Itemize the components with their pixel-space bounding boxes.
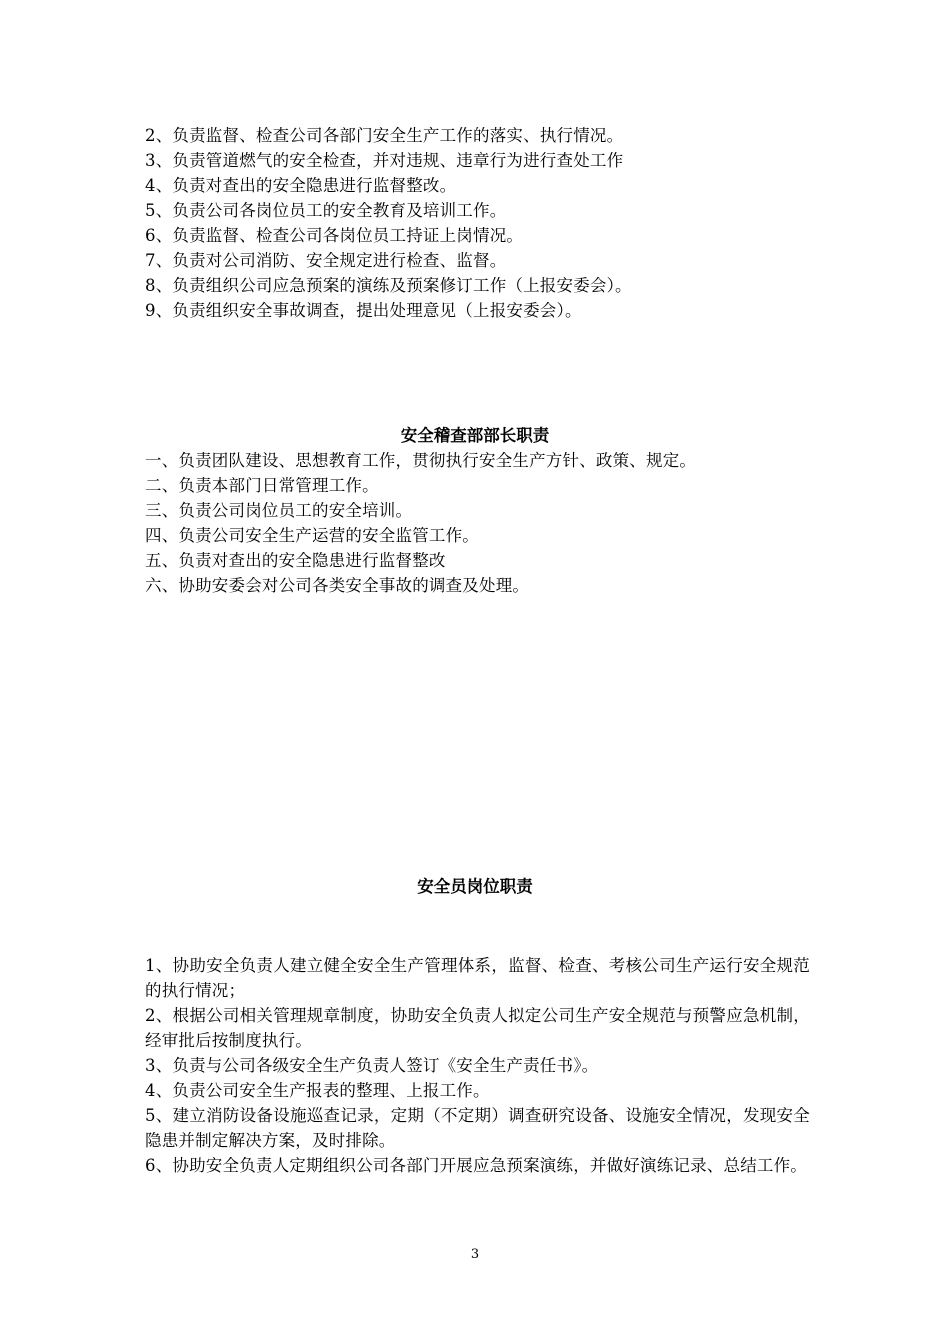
section3-title: 安全员岗位职责 xyxy=(417,877,533,896)
list-item: 四、负责公司安全生产运营的安全监管工作。 xyxy=(145,526,479,545)
list-item: 5、建立消防设备设施巡查记录，定期（不定期）调查研究设备、设施安全情况，发现安全隐患并制定解决方案，及时排除。 xyxy=(145,1106,810,1150)
list-item: 2、负责监督、检查公司各部门安全生产工作的落实、执行情况。 xyxy=(145,126,624,145)
section2-list xyxy=(145,448,810,598)
section2-title: 安全稽查部部长职责 xyxy=(400,426,550,445)
list-item: 6、协助安全负责人定期组织公司各部门开展应急预案演练，并做好演练记录、总结工作。 xyxy=(145,1156,807,1175)
list-item: 二、负责本部门日常管理工作。 xyxy=(145,476,379,495)
list-item: 8、负责组织公司应急预案的演练及预案修订工作（上报安委会）。 xyxy=(145,276,632,295)
list-item: 3、负责管道燃气的安全检查，并对违规、违章行为进行查处工作 xyxy=(145,151,624,170)
section1-list xyxy=(145,123,810,323)
page-number: 3 xyxy=(470,1247,480,1262)
list-item: 9、负责组织安全事故调查，提出处理意见（上报安委会）。 xyxy=(145,301,582,320)
list-item: 六、协助安委会对公司各类安全事故的调查及处理。 xyxy=(145,576,530,595)
list-item: 2、根据公司相关管理规章制度，协助安全负责人拟定公司生产安全规范与预警应急机制，经审批后按制度执行。 xyxy=(145,1006,810,1050)
list-item: 4、负责公司安全生产报表的整理、上报工作。 xyxy=(145,1081,490,1100)
list-item: 一、负责团队建设、思想教育工作，贯彻执行安全生产方针、政策、规定。 xyxy=(145,451,697,470)
list-item: 4、负责对查出的安全隐患进行监督整改。 xyxy=(145,176,457,195)
list-item: 5、负责公司各岗位员工的安全教育及培训工作。 xyxy=(145,201,507,220)
list-item: 3、负责与公司各级安全生产负责人签订《安全生产责任书》。 xyxy=(145,1056,599,1075)
list-item: 1、协助安全负责人建立健全安全生产管理体系，监督、检查、考核公司生产运行安全规范的执行情况； xyxy=(145,956,810,1000)
list-item: 7、负责对公司消防、安全规定进行检查、监督。 xyxy=(145,251,507,270)
section3-list xyxy=(145,953,810,1178)
list-item: 五、负责对查出的安全隐患进行监督整改 xyxy=(145,551,446,570)
list-item: 6、负责监督、检查公司各岗位员工持证上岗情况。 xyxy=(145,226,524,245)
list-item: 三、负责公司岗位员工的安全培训。 xyxy=(145,501,413,520)
